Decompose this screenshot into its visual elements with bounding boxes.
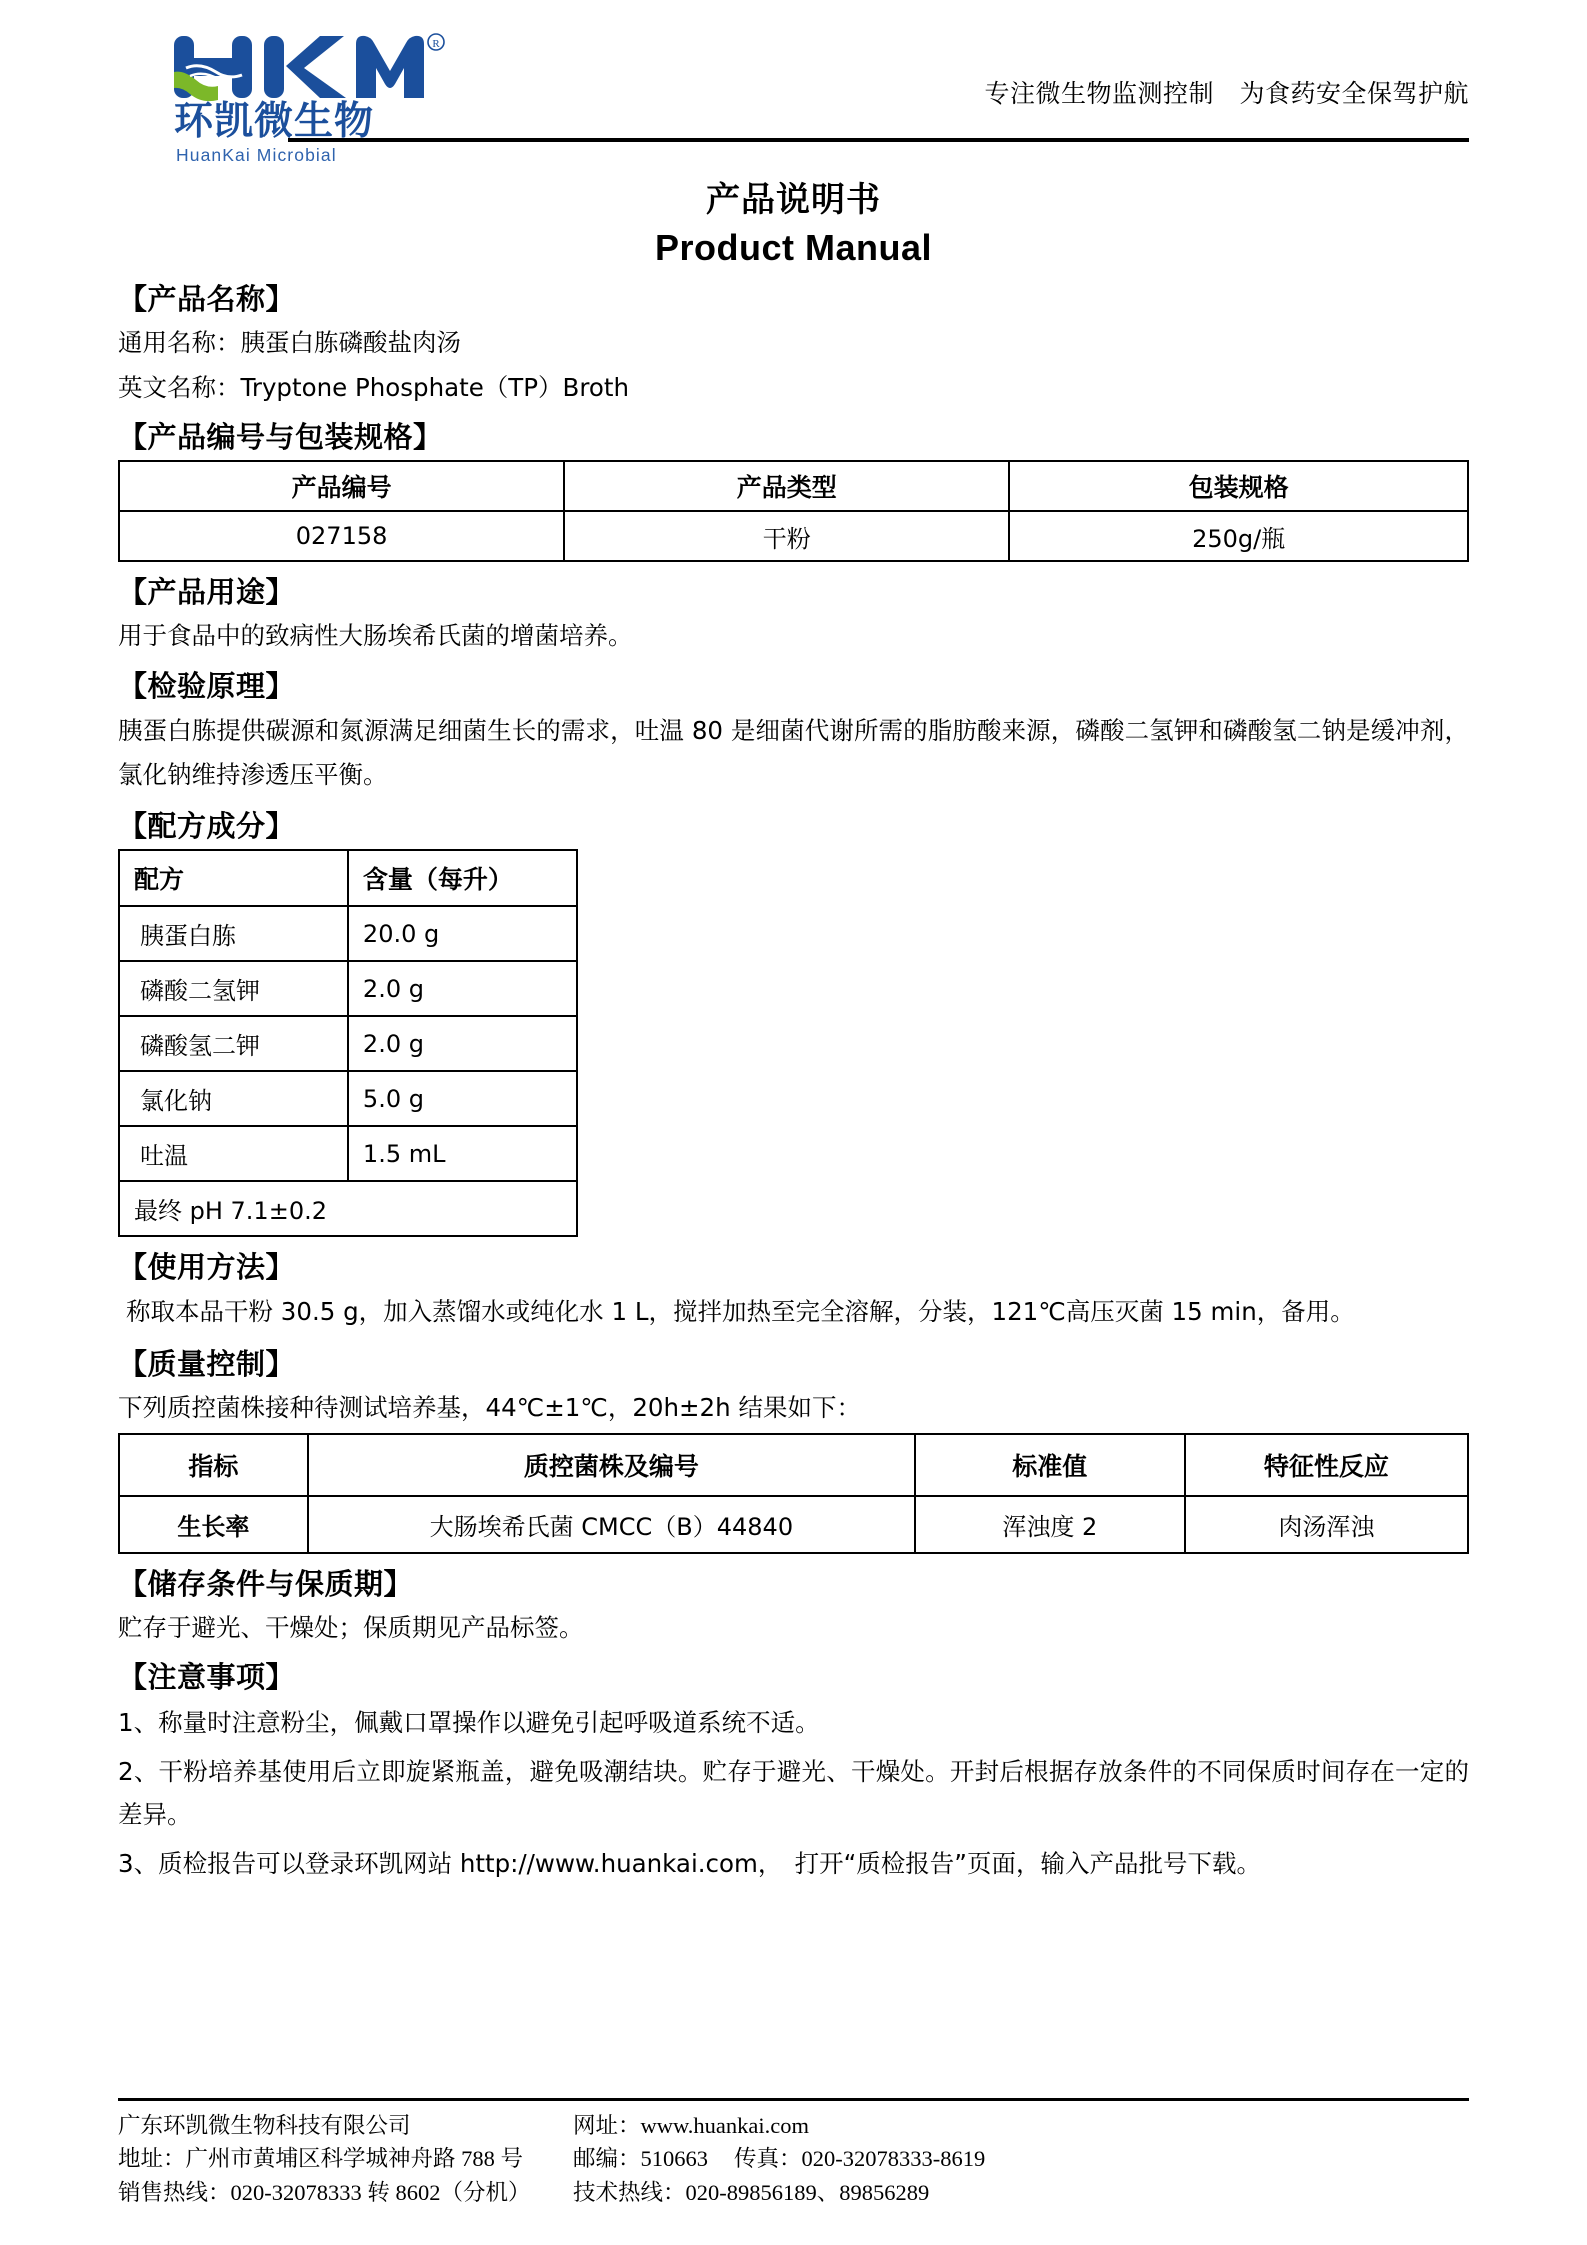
cell-ingredient-amount: 5.0 g: [348, 1071, 577, 1126]
table-row-ph: [119, 1181, 577, 1236]
section-heading-product-code: 【产品编号与包装规格】: [118, 420, 443, 455]
cell-final-ph: 最终 pH 7.1±0.2: [119, 1181, 577, 1236]
header-divider: [288, 138, 1469, 142]
usage-text: 称取本品干粉 30.5 g，加入蒸馏水或纯化水 1 L，搅拌加热至完全溶解，分装，121℃高压灭菌 15 min，备用。: [126, 1297, 1355, 1327]
quality-control-intro: 下列质控菌株接种待测试培养基，44℃±1℃，20h±2h 结果如下：: [118, 1392, 861, 1422]
generic-name-label: 通用名称：: [118, 328, 241, 357]
section-heading-purpose: 【产品用途】: [118, 575, 296, 610]
footer-fax: 传真：020-32078333-8619: [734, 2146, 986, 2172]
english-name-value: Tryptone Phosphate（TP）Broth: [240, 372, 630, 402]
footer-address: 地址：广州市黄埔区科学城神舟路 788 号: [118, 2146, 524, 2172]
column-header-product-code: 产品编号: [119, 461, 564, 511]
principle-text: 胰蛋白胨提供碳源和氮源满足细菌生长的需求，吐温 80 是细菌代谢所需的脂肪酸来源，磷酸二氢钾和磷酸氢二钠是缓冲剂，氯化钠维持渗透压平衡。: [118, 716, 1469, 789]
table-row: [119, 1496, 1468, 1553]
table-header-row: [119, 1434, 1468, 1496]
section-heading-storage: 【储存条件与保质期】: [118, 1566, 414, 1601]
cell-strain: 大肠埃希氏菌 CMCC（B）44840: [308, 1496, 915, 1553]
cell-ingredient-name: 胰蛋白胨: [119, 906, 348, 961]
section-heading-quality-control: 【质量控制】: [118, 1346, 296, 1381]
footer-sales-hotline: 销售热线：020-32078333 转 8602（分机）: [118, 2179, 531, 2205]
section-heading-product-name: 【产品名称】: [118, 282, 296, 316]
footer-right-column: [573, 2109, 1469, 2209]
hkm-logo-icon: [168, 32, 446, 104]
section-heading-usage: 【使用方法】: [118, 1250, 296, 1285]
cell-ingredient-amount: 20.0 g: [348, 906, 577, 961]
company-logo: [168, 32, 468, 166]
cell-characteristic-reaction: 肉汤浑浊: [1185, 1496, 1468, 1553]
column-header-package-spec: 包装规格: [1009, 461, 1468, 511]
cell-product-type: 干粉: [564, 511, 1009, 561]
footer-website: 网址：www.huankai.com: [573, 2113, 809, 2139]
cell-product-code: 027158: [119, 511, 564, 561]
cell-ingredient-amount: 1.5 mL: [348, 1126, 577, 1181]
company-tagline: 专注微生物监测控制 为食药安全保驾护航: [984, 79, 1469, 108]
column-header-content: 含量（每升）: [348, 850, 577, 906]
english-name-row: [118, 368, 1469, 408]
footer-tech-hotline: 技术热线：020-89856189、89856289: [573, 2179, 930, 2205]
product-spec-table: [118, 460, 1469, 562]
cell-standard-value: 浑浊度 2: [915, 1496, 1185, 1553]
footer-divider: [118, 2098, 1469, 2101]
quality-control-table: [118, 1433, 1469, 1554]
storage-text: 贮存于避光、干燥处；保质期见产品标签。: [118, 1612, 584, 1642]
column-header-strain: 质控菌株及编号: [308, 1434, 915, 1496]
purpose-text: 用于食品中的致病性大肠埃希氏菌的增菌培养。: [118, 621, 633, 651]
logo-chinese-name: 环凯微生物: [174, 100, 375, 143]
cell-ingredient-name: 磷酸二氢钾: [119, 961, 348, 1016]
cell-indicator: 生长率: [119, 1496, 308, 1553]
table-row: [119, 1126, 577, 1181]
notice-item: 3、质检报告可以登录环凯网站 http://www.huankai.com， 打开“质检报告”页面，输入产品批号下载。: [118, 1849, 1262, 1879]
page-header: [118, 26, 1469, 165]
footer-left-column: [118, 2109, 573, 2209]
formula-table: [118, 849, 578, 1237]
cell-ingredient-amount: 2.0 g: [348, 1016, 577, 1071]
column-header-formula: 配方: [119, 850, 348, 906]
logo-english-name: HuanKai Microbial: [176, 145, 337, 165]
footer-company-name: 广东环凯微生物科技有限公司: [118, 2113, 411, 2139]
column-header-product-type: 产品类型: [564, 461, 1009, 511]
cell-ingredient-name: 氯化钠: [119, 1071, 348, 1126]
page-title-chinese: 产品说明书: [706, 180, 881, 220]
section-heading-notices: 【注意事项】: [118, 1660, 296, 1695]
generic-name-value: 胰蛋白胨磷酸盐肉汤: [240, 328, 461, 357]
cell-ingredient-amount: 2.0 g: [348, 961, 577, 1016]
page-footer: [118, 2098, 1469, 2209]
table-row: [119, 1016, 577, 1071]
table-row: [119, 1071, 577, 1126]
footer-postcode: 邮编：510663: [573, 2146, 709, 2172]
table-row: [119, 511, 1468, 561]
page-title-english: Product Manual: [654, 227, 933, 268]
cell-ingredient-name: 磷酸氢二钾: [119, 1016, 348, 1071]
table-row: [119, 906, 577, 961]
section-heading-principle: 【检验原理】: [118, 669, 296, 704]
table-header-row: [119, 850, 577, 906]
table-row: [119, 961, 577, 1016]
generic-name-row: [118, 323, 1469, 363]
footer-postcode-fax: [573, 2142, 1469, 2175]
cell-ingredient-name: 吐温: [119, 1126, 348, 1181]
notice-item: 2、干粉培养基使用后立即旋紧瓶盖，避免吸潮结块。贮存于避光、干燥处。开封后根据存放条件的不同保质时间存在一定的差异。: [118, 1756, 1469, 1830]
column-header-indicator: 指标: [119, 1434, 308, 1496]
english-name-label: 英文名称：: [118, 372, 241, 402]
cell-package-spec: 250g/瓶: [1009, 511, 1468, 561]
table-header-row: [119, 461, 1468, 511]
svg-text:R: R: [432, 38, 440, 50]
notice-item: 1、称量时注意粉尘，佩戴口罩操作以避免引起呼吸道系统不适。: [118, 1708, 820, 1738]
column-header-characteristic-reaction: 特征性反应: [1185, 1434, 1468, 1496]
section-heading-formula: 【配方成分】: [118, 809, 296, 844]
column-header-standard-value: 标准值: [915, 1434, 1185, 1496]
